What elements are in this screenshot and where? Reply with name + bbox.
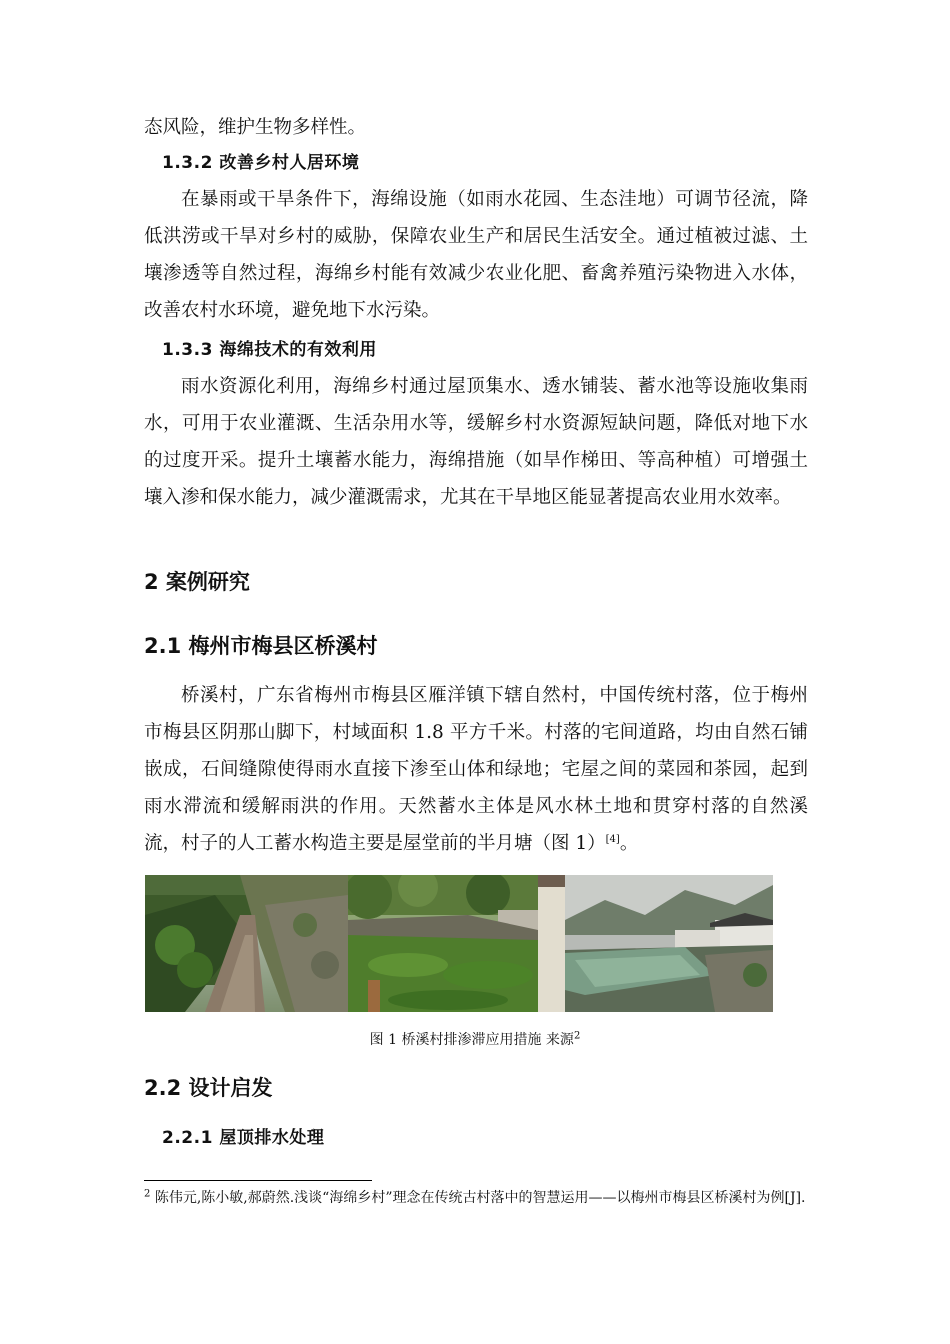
section-heading-1-3-2: 1.3.2 改善乡村人居环境 xyxy=(162,153,360,173)
section-heading-1-3-3: 1.3.3 海绵技术的有效利用 xyxy=(162,340,377,360)
chapter-heading-2: 2 案例研究 xyxy=(144,570,250,594)
paragraph-technology: 雨水资源化利用，海绵乡村通过屋顶集水、透水铺装、蓄水池等设施收集雨水，可用于农业灌溉、生活杂用水等，缓解乡村水资源短缺问题，降低对地下水的过度开采。提升土壤蓄水能力，海绵措施（如旱作梯田、等高种植）可增强土壤入渗和保水能力，减少灌溉需求，尤其在干旱地区能显著提高农业用水效率。 xyxy=(144,376,808,508)
footnote xyxy=(144,1188,808,1208)
photo-half-moon-pond xyxy=(565,875,773,1012)
citation-reference: [4] xyxy=(605,833,620,845)
caption-text: 图 1 桥溪村排渗滞应用措施 来源 xyxy=(369,1032,574,1048)
photo-stone-path xyxy=(145,875,348,1012)
figure-1-photos xyxy=(145,875,773,1012)
figure-1-caption xyxy=(0,1030,950,1050)
paragraph-text: 态风险，维护生物多样性。 xyxy=(144,117,367,138)
section-heading-2-2: 2.2 设计启发 xyxy=(144,1076,273,1100)
section-heading-2-2-1: 2.2.1 屋顶排水处理 xyxy=(162,1128,325,1148)
footnote-text: 陈伟元,陈小敏,郝蔚然.浅谈“海绵乡村”理念在传统古村落中的智慧运用——以梅州市梅县区桥溪村为例[J]. xyxy=(154,1190,806,1206)
caption-footnote-mark: 2 xyxy=(573,1030,581,1042)
paragraph-continuation xyxy=(144,109,808,146)
footnote-divider xyxy=(144,1180,372,1181)
paragraph-end-mark: 。 xyxy=(619,833,639,854)
paragraph-qiaoxi-village xyxy=(144,677,808,862)
footnote-mark: 2 xyxy=(144,1188,151,1200)
section-heading-2-1: 2.1 梅州市梅县区桥溪村 xyxy=(144,634,378,658)
paragraph-environment: 在暴雨或干旱条件下，海绵设施（如雨水花园、生态洼地）可调节径流，降低洪涝或干旱对乡村的威胁，保障农业生产和居民生活安全。通过植被过滤、土壤渗透等自然过程，海绵乡村能有效减少农业化肥、畜禽养殖污染物进入水体，改善农村水环境，避免地下水污染。 xyxy=(144,189,808,321)
paragraph-text: 桥溪村，广东省梅州市梅县区雁洋镇下辖自然村，中国传统村落，位于梅州市梅县区阴那山脚下，村域面积 1.8 平方千米。村落的宅间道路，均由自然石铺嵌成，石间缝隙使得雨水直接下渗至山体和绿地；宅屋之间的菜园和茶园，起到雨水滞流和缓解雨洪的作用。天然蓄水主体是风水林土地和贯穿村落的自然溪流，村子的人工蓄水构造主要是屋堂前的半月塘（图 1） xyxy=(144,685,808,854)
photo-vegetable-garden xyxy=(348,875,565,1012)
